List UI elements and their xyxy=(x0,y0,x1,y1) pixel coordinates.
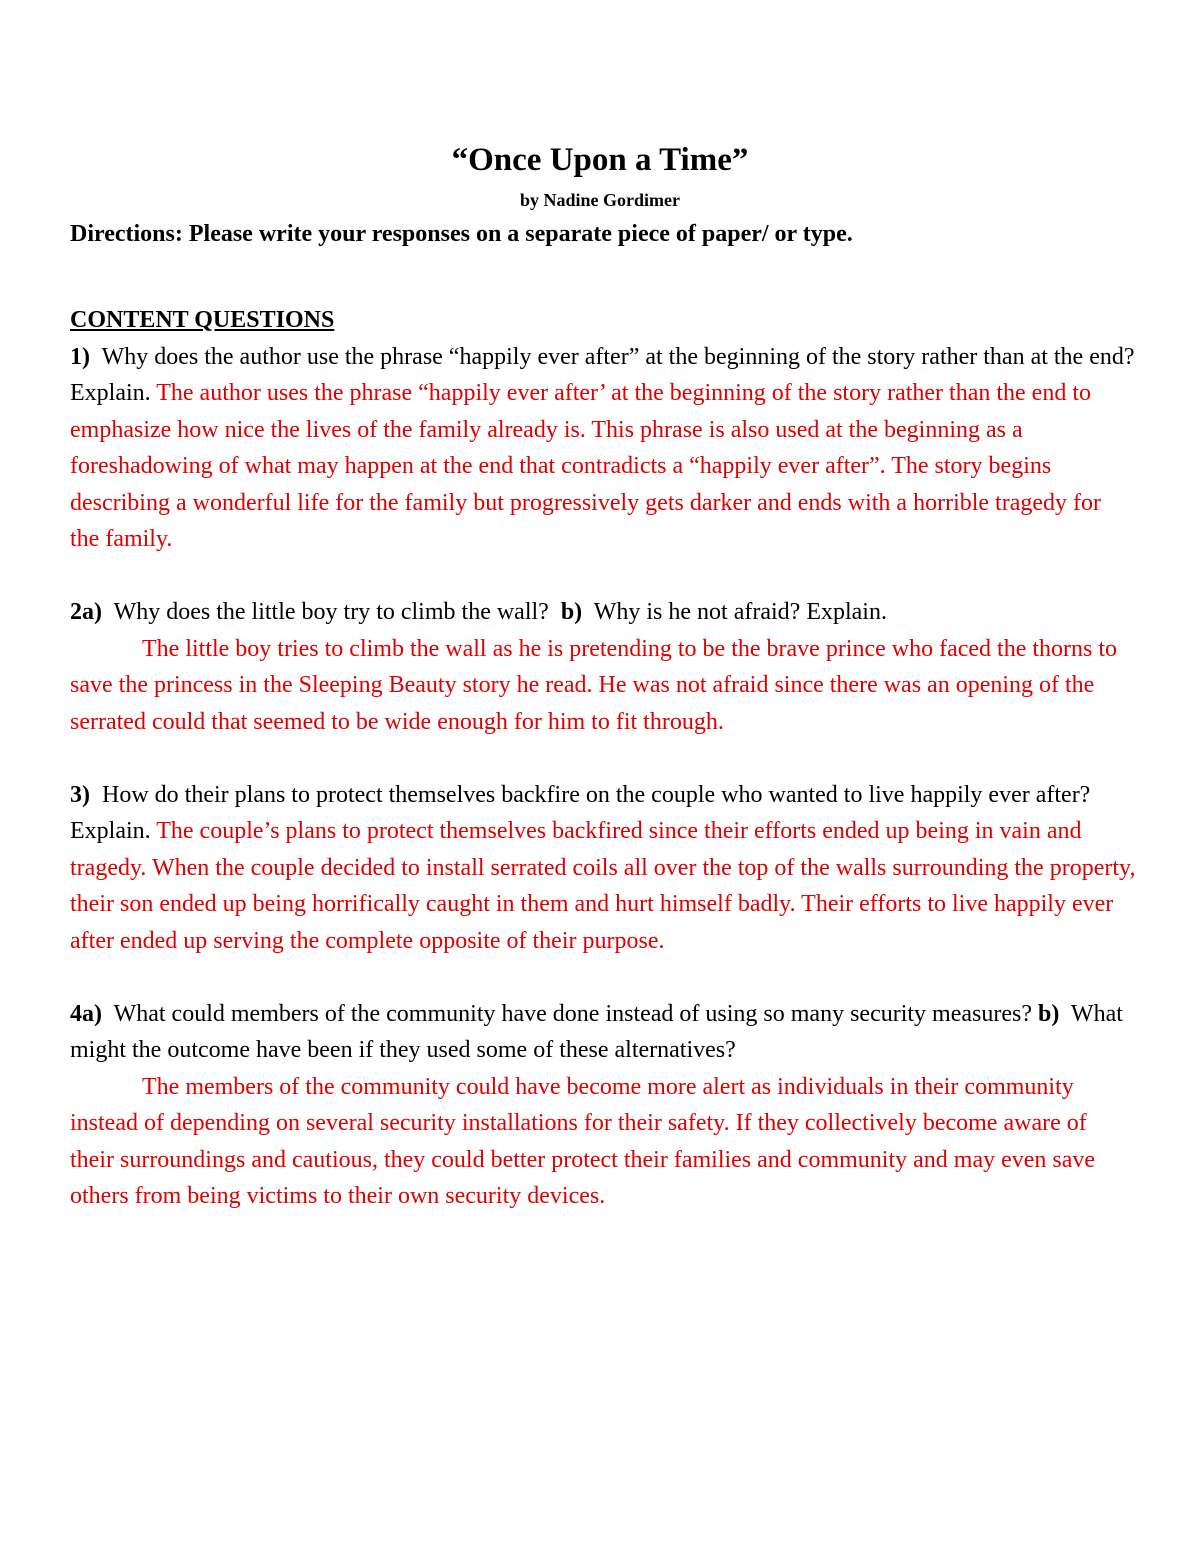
answer-2-text: The little boy tries to climb the wall as he is pretending to be the brave prince who faced the thorns to save the princess in the Sleeping Beauty story he read. He was not afraid since there was an opening of the serrated could that seemed to be wide enough for him to fit through. xyxy=(70,635,1118,735)
question-4a-number: 4a) xyxy=(70,1000,102,1027)
question-4b-text: What might the outcome have been if they used some of these alternatives? xyxy=(70,1000,1123,1063)
question-1 xyxy=(70,339,1136,558)
document-byline: by Nadine Gordimer xyxy=(520,190,680,210)
question-2b-text: Why is he not afraid? Explain. xyxy=(593,599,887,625)
section-heading: CONTENT QUESTIONS xyxy=(70,307,335,333)
question-2 xyxy=(70,594,1136,740)
document-title: “Once Upon a Time” xyxy=(451,142,749,178)
answer-1-text: The author uses the phrase “happily ever after’ at the beginning of the story rather than the end to emphasize how nice the lives of the family already is. This phrase is also used at the beginning as a foreshadowing of what may happen at the end that contradicts a “happily ever after”. The story begins describing a wonderful life for the family but progressively gets darker and ends with a horrible tragedy for the family. xyxy=(70,380,1102,552)
question-1-number: 1) xyxy=(70,343,90,370)
question-2a-text: Why does the little boy try to climb the wall? xyxy=(113,599,549,625)
directions-text: Directions: Please write your responses on a separate piece of paper/ or type. xyxy=(70,221,853,247)
question-4b-number: b) xyxy=(1038,1000,1060,1027)
question-4a-text: What could members of the community have done instead of using so many security measures? xyxy=(113,1000,1032,1027)
question-3-text: How do their plans to protect themselves backfire on the couple who wanted to live happily ever after? Explain. xyxy=(70,781,1091,844)
question-2b-number: b) xyxy=(560,599,583,625)
answer-4-text: The members of the community could have become more alert as individuals in their community instead of depending on several security installations for their safety. If they collectively become aware of their surroundings and cautious, they could better protect their families and community and may even save others from being victims to their own security devices. xyxy=(70,1073,1096,1209)
question-1-text: Why does the author use the phrase “happily ever after” at the beginning of the story rather than at the end? Explain. xyxy=(70,343,1135,406)
question-4 xyxy=(70,996,1136,1215)
question-2-prompt xyxy=(70,594,1136,631)
question-3-number: 3) xyxy=(70,781,90,808)
question-2a-number: 2a) xyxy=(70,599,102,625)
answer-3-text: The couple’s plans to protect themselves backfired since their efforts ended up being in vain and tragedy. When the couple decided to install serrated coils all over the top of the walls surrounding the property, their son ended up being horrifically caught in them and hurt himself badly. Their efforts to live happily ever after ended up serving the complete opposite of their purpose. xyxy=(70,818,1136,954)
question-4-prompt xyxy=(70,996,1136,1069)
questions-content xyxy=(70,302,1136,1251)
question-3 xyxy=(70,777,1136,960)
